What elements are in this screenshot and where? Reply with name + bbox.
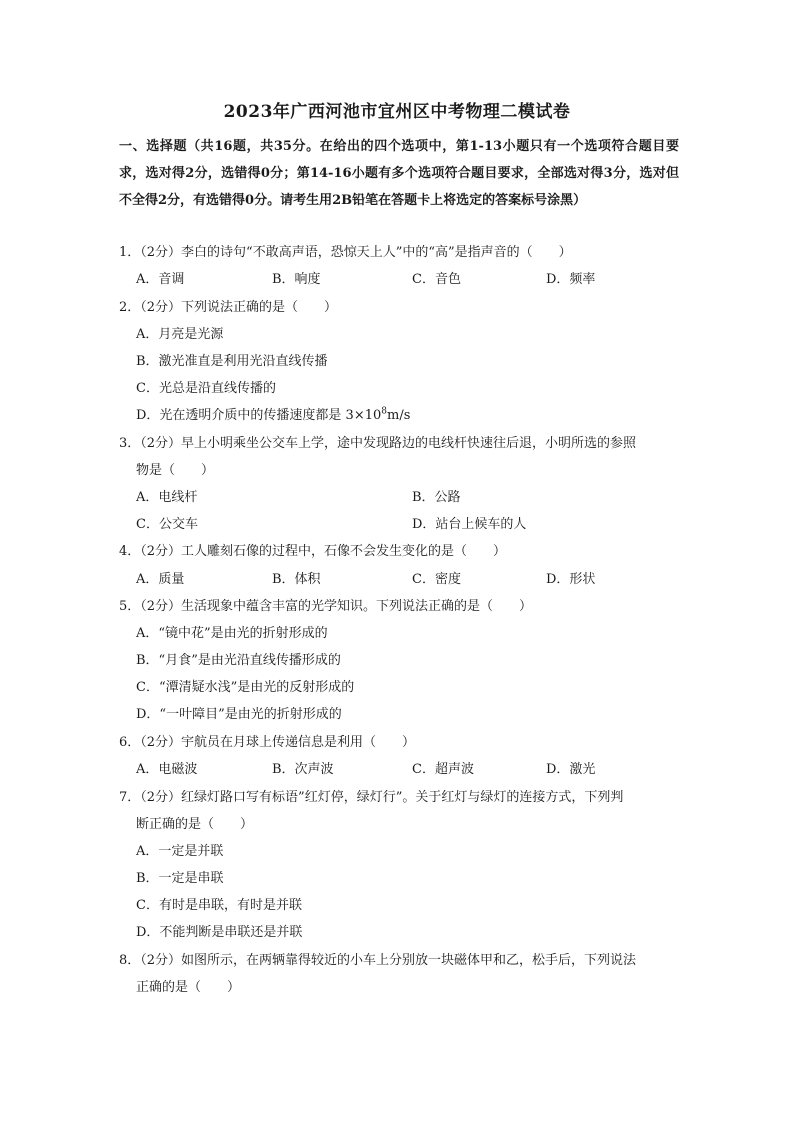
page-title: 2023年广西河池市宜州区中考物理二模试卷 xyxy=(223,102,571,122)
question-5-option-a[interactable]: A．“镜中花”是由光的折射形成的 xyxy=(136,626,328,641)
question-1-option-b[interactable]: B．响度 xyxy=(272,272,321,287)
question-7-option-d[interactable]: D．不能判断是串联还是并联 xyxy=(136,925,303,940)
question-6-option-a[interactable]: A．电磁波 xyxy=(136,762,198,777)
question-3-stem-cont: 物是（ ） xyxy=(136,463,215,478)
question-2-option-d-exponent: 8 xyxy=(381,406,387,417)
question-5-stem: 5．（2分）生活现象中蕴含丰富的光学知识。下列说法正确的是（ ） xyxy=(119,599,533,614)
question-1-option-a[interactable]: A．音调 xyxy=(136,272,185,287)
question-3-option-b[interactable]: B．公路 xyxy=(412,490,461,505)
question-4-option-b[interactable]: B．体积 xyxy=(272,572,321,587)
question-2-option-d[interactable] xyxy=(136,407,410,425)
question-7-option-b[interactable]: B．一定是串联 xyxy=(136,871,224,886)
question-7-stem: 7．（2分）红绿灯路口写有标语”红灯停，绿灯行”。关于红灯与绿灯的连接方式，下列判 xyxy=(119,790,624,805)
question-4-option-d[interactable]: D．形状 xyxy=(546,572,596,587)
question-1-option-d[interactable]: D．频率 xyxy=(546,272,596,287)
question-7-stem-cont: 断正确的是（ ） xyxy=(136,817,254,832)
question-4-stem: 4．（2分）工人雕刻石像的过程中，石像不会发生变化的是（ ） xyxy=(119,544,507,559)
question-2-option-a[interactable]: A．月亮是光源 xyxy=(136,327,224,342)
question-7-option-c[interactable]: C．有时是串联，有时是并联 xyxy=(136,898,302,913)
question-3-stem: 3．（2分）早上小明乘坐公交车上学，途中发现路边的电线杆快速往后退，小明所选的参照 xyxy=(119,436,637,451)
question-3-option-a[interactable]: A．电线杆 xyxy=(136,490,198,505)
question-5-option-b[interactable]: B．“月食”是由光沿直线传播形成的 xyxy=(136,653,341,668)
question-1-option-c[interactable]: C．音色 xyxy=(412,272,461,287)
question-6-stem: 6．（2分）宇航员在月球上传递信息是利用（ ） xyxy=(119,735,416,750)
question-2-option-d-unit: m/s xyxy=(387,408,411,423)
question-2-option-d-text: D．光在透明介质中的传播速度都是 3×10 xyxy=(136,408,382,423)
section-instructions: 一、选择题（共16题，共35分。在给出的四个选项中，第1-13小题只有一个选项符合题目要求，选对得2分，选错得0分；第14-16小题有多个选项符合题目要求，全部选对得3分，选对但不全得2分，有选错得0分。请考生用2B铅笔在答题卡上将选定的答案标号涂黑） xyxy=(119,139,679,208)
question-2-stem: 2．（2分）下列说法正确的是（ ） xyxy=(119,300,338,315)
question-5-option-d[interactable]: D．“一叶障目”是由光的折射形成的 xyxy=(136,707,342,722)
question-6-option-b[interactable]: B．次声波 xyxy=(272,762,334,777)
question-2-option-b[interactable]: B．激光准直是利用光沿直线传播 xyxy=(136,354,328,369)
question-1-stem: 1．（2分）李白的诗句“不敢高声语，恐惊天上人”中的“高”是指声音的（ ） xyxy=(119,245,572,260)
question-6-option-c[interactable]: C．超声波 xyxy=(412,762,474,777)
question-2-option-c[interactable]: C．光总是沿直线传播的 xyxy=(136,381,276,396)
question-8-stem: 8．（2分）如图所示，在两辆靠得较近的小车上分别放一块磁体甲和乙，松手后，下列说法 xyxy=(119,953,637,968)
question-6-option-d[interactable]: D．激光 xyxy=(546,762,596,777)
question-3-option-d[interactable]: D．站台上候车的人 xyxy=(412,517,527,532)
question-8-stem-cont: 正确的是（ ） xyxy=(136,980,241,995)
question-4-option-c[interactable]: C．密度 xyxy=(412,572,461,587)
question-3-option-c[interactable]: C．公交车 xyxy=(136,517,198,532)
question-4-option-a[interactable]: A．质量 xyxy=(136,572,185,587)
question-5-option-c[interactable]: C．“潭清疑水浅”是由光的反射形成的 xyxy=(136,680,355,695)
question-7-option-a[interactable]: A．一定是并联 xyxy=(136,844,224,859)
